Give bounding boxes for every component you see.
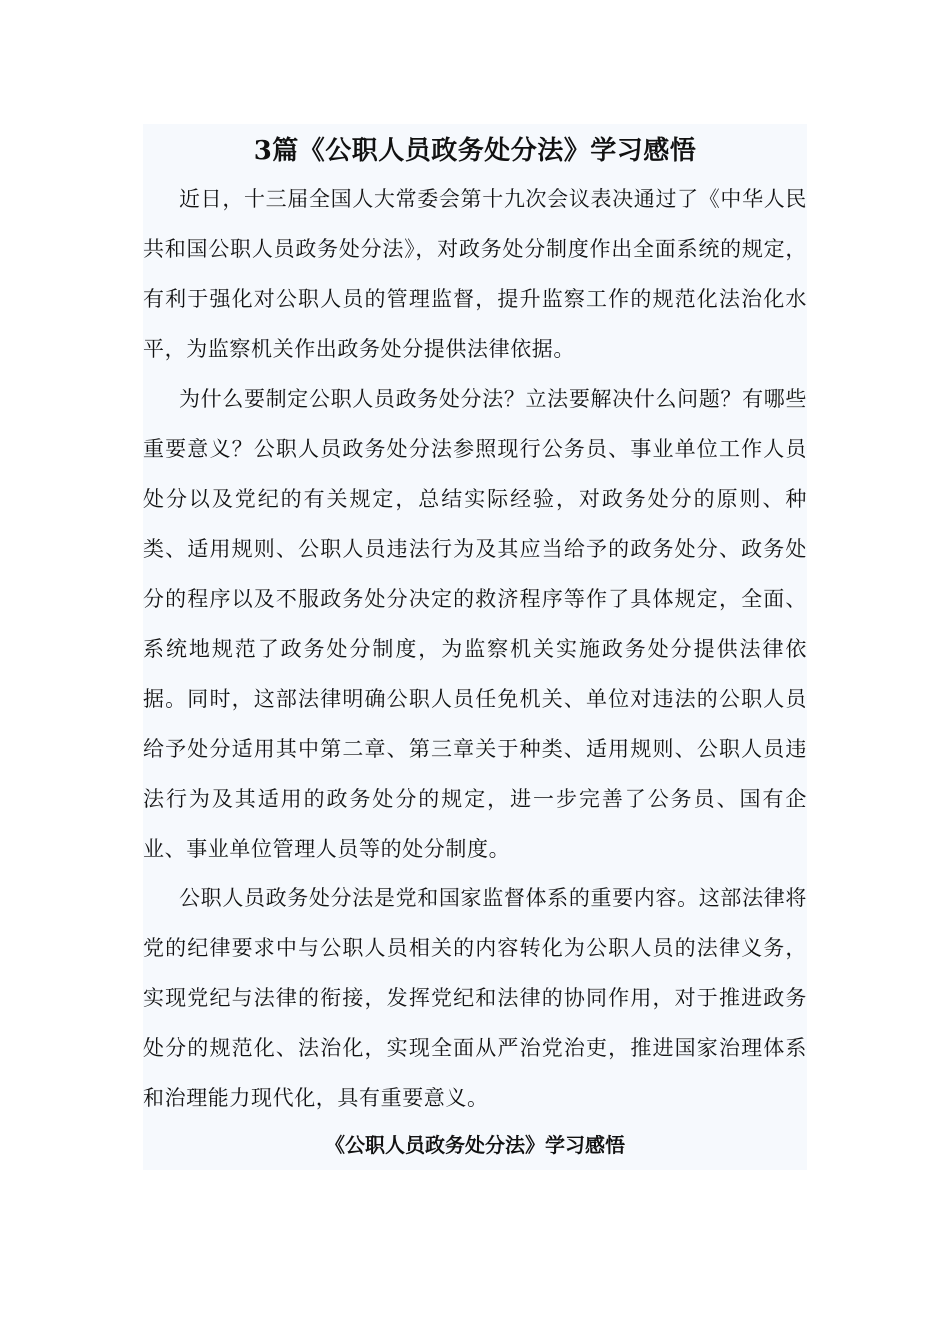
page-title: 3篇《公职人员政务处分法》学习感悟 xyxy=(253,136,697,166)
paragraph-3: 公职人员政务处分法是党和国家监督体系的重要内容。这部法律将党的纪律要求中与公职人员相关的内容转化为公职人员的法律义务，实现党纪与法律的衔接，发挥党纪和法律的协同作用，对于推进政务处分的规范化、法治化，实现全面从严治党治吏，推进国家治理体系和治理能力现代化，具有重要意义。 xyxy=(143,886,807,1110)
paragraph-1: 近日，十三届全国人大常委会第十九次会议表决通过了《中华人民共和国公职人员政务处分法》，对政务处分制度作出全面系统的规定，有利于强化对公职人员的管理监督，提升监察工作的规范化法治化水平，为监察机关作出政务处分提供法律依据。 xyxy=(143,187,807,361)
paragraph-2: 为什么要制定公职人员政务处分法？立法要解决什么问题？有哪些重要意义？公职人员政务处分法参照现行公务员、事业单位工作人员处分以及党纪的有关规定，总结实际经验，对政务处分的原则、种类、适用规则、公职人员违法行为及其应当给予的政务处分、政务处分的程序以及不服政务处分决定的救济程序等作了具体规定，全面、系统地规范了政务处分制度，为监察机关实施政务处分提供法律依据。同时，这部法律明确公职人员任免机关、单位对违法的公职人员给予处分适用其中第二章、第三章关于种类、适用规则、公职人员违法行为及其适用的政务处分的规定，进一步完善了公务员、国有企业、事业单位管理人员等的处分制度。 xyxy=(143,387,807,861)
section-heading: 《公职人员政务处分法》学习感悟 xyxy=(325,1133,625,1157)
